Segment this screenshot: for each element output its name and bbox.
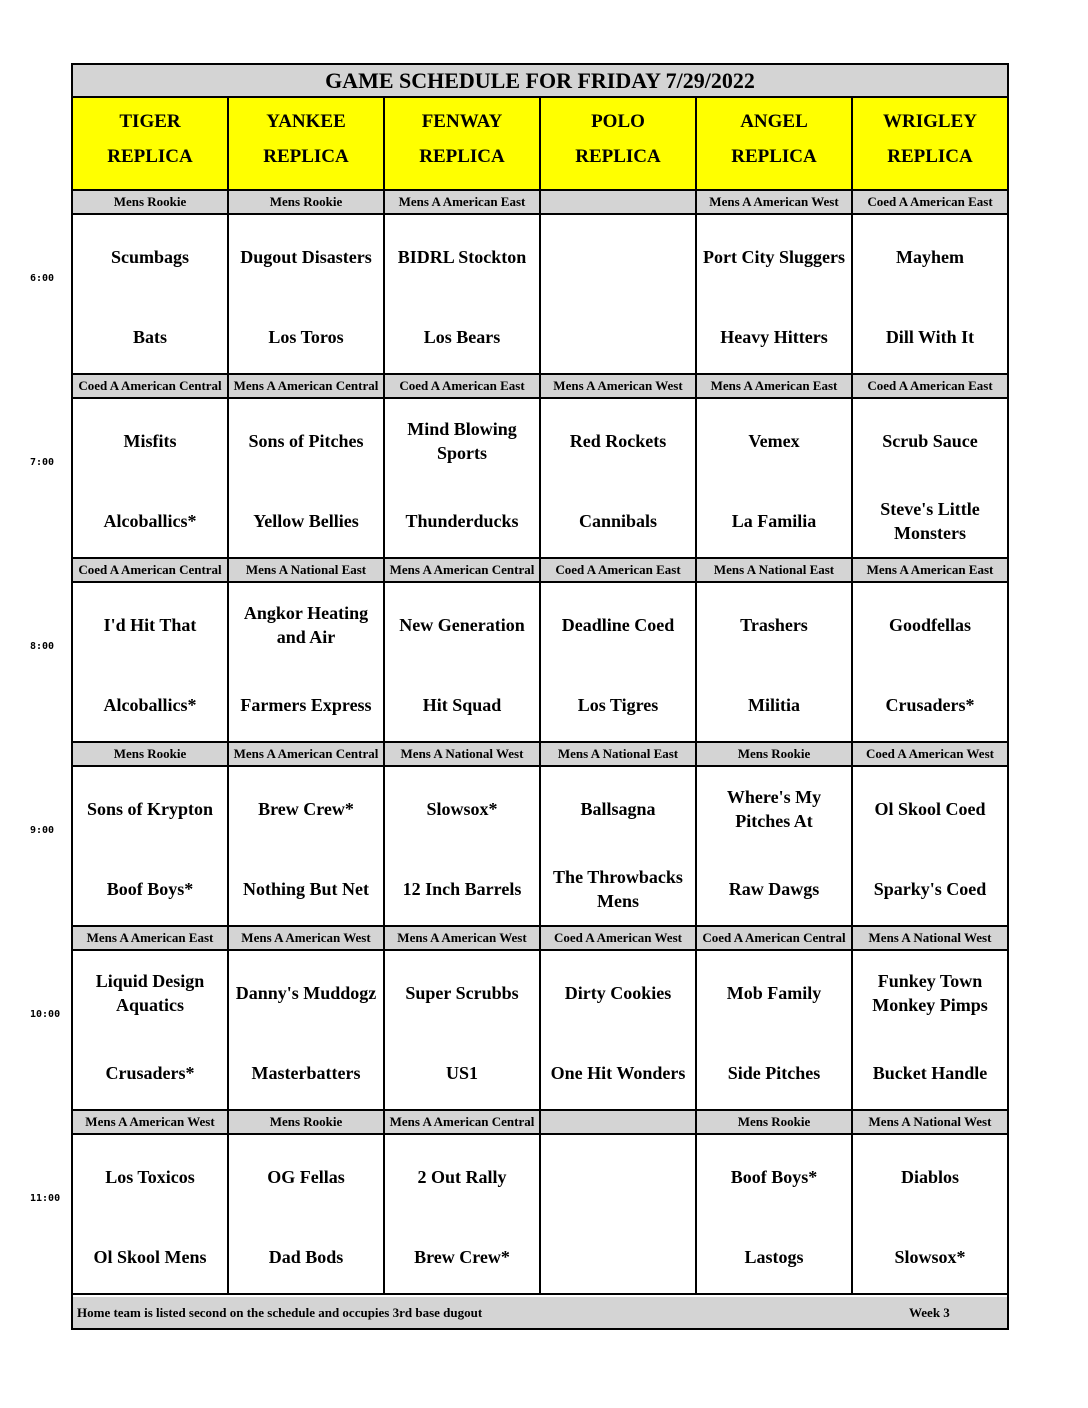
home-team: The Throwbacks Mens [553, 867, 683, 911]
away-team: Trashers [740, 615, 808, 635]
field-name: FENWAY [421, 111, 503, 132]
division-label: Mens A American West [385, 927, 541, 951]
game-cell [853, 1135, 1007, 1295]
division-label: Mens Rookie [697, 1111, 853, 1135]
field-subtitle: REPLICA [107, 146, 193, 167]
game-cell [385, 951, 541, 1111]
division-label: Mens Rookie [73, 191, 229, 215]
division-label: Mens A American East [853, 559, 1007, 583]
away-team: Dugout Disasters [240, 247, 372, 267]
home-team: Dad Bods [268, 1247, 344, 1267]
schedule-sheet [71, 63, 1009, 1330]
division-label: Mens A American Central [229, 743, 385, 767]
division-label: Mens A American East [697, 375, 853, 399]
field-name: POLO [591, 111, 645, 132]
division-label: Mens Rookie [229, 191, 385, 215]
home-team: Yellow Bellies [253, 511, 359, 531]
home-team: 12 Inch Barrels [402, 879, 522, 899]
game-cell [853, 951, 1007, 1111]
time-label: 9:00 [30, 825, 55, 836]
game-row [73, 399, 1007, 559]
home-team: Side Pitches [727, 1063, 821, 1083]
away-team: Sons of Pitches [248, 431, 364, 451]
away-team: Mind Blowing Sports [407, 419, 517, 463]
game-row [73, 583, 1007, 743]
division-label: Mens A American East [73, 927, 229, 951]
field-header-fenway [385, 98, 541, 191]
field-subtitle: REPLICA [887, 146, 973, 167]
away-team: Where's My Pitches At [726, 787, 822, 831]
division-label: Mens A American West [73, 1111, 229, 1135]
game-cell [73, 951, 229, 1111]
division-row [73, 375, 1007, 399]
game-cell [697, 583, 853, 743]
field-subtitle: REPLICA [731, 146, 817, 167]
division-label: Coed A American East [541, 559, 697, 583]
home-team: Farmers Express [240, 695, 372, 715]
field-subtitle: REPLICA [575, 146, 661, 167]
game-cell [229, 215, 385, 375]
game-cell [541, 583, 697, 743]
away-team: Angkor Heating and Air [243, 603, 369, 647]
away-team: Red Rockets [569, 431, 667, 451]
division-label: Coed A American Central [73, 559, 229, 583]
away-team: Slowsox* [426, 799, 498, 819]
away-team: Funkey Town Monkey Pimps [872, 971, 988, 1015]
away-team: New Generation [399, 615, 525, 635]
game-cell [541, 399, 697, 559]
division-label: Mens Rookie [697, 743, 853, 767]
home-team: US1 [445, 1063, 478, 1083]
division-row [73, 743, 1007, 767]
game-cell [385, 399, 541, 559]
game-cell [385, 767, 541, 927]
home-team: Los Toros [268, 327, 344, 347]
game-cell [73, 215, 229, 375]
footer-bar [73, 1297, 1007, 1328]
division-label: Mens A American West [541, 375, 697, 399]
time-label: 8:00 [30, 641, 55, 652]
division-label: Coed A American East [853, 191, 1007, 215]
home-team: Alcoballics* [103, 511, 197, 531]
home-team [543, 1227, 693, 1287]
away-team: Mayhem [896, 247, 964, 267]
away-team: Misfits [123, 431, 177, 451]
away-team [543, 1147, 693, 1207]
division-row [73, 191, 1007, 215]
home-team: Lastogs [744, 1247, 804, 1267]
time-label: 10:00 [30, 1009, 61, 1020]
division-label: Mens A American Central [385, 559, 541, 583]
division-label: Mens A National West [853, 927, 1007, 951]
game-cell [385, 1135, 541, 1295]
away-team: Super Scrubbs [405, 983, 519, 1003]
field-subtitle: REPLICA [263, 146, 349, 167]
division-label: Coed A American Central [697, 927, 853, 951]
game-cell [697, 399, 853, 559]
game-cell [853, 583, 1007, 743]
home-team: One Hit Wonders [550, 1063, 686, 1083]
home-team: Crusaders* [105, 1063, 195, 1083]
game-cell [853, 399, 1007, 559]
field-header-wrigley [853, 98, 1007, 191]
field-name: TIGER [119, 111, 181, 132]
division-label: Coed A American West [853, 743, 1007, 767]
home-team: Hit Squad [422, 695, 502, 715]
home-team: Thunderducks [405, 511, 519, 531]
home-team: Los Tigres [577, 695, 659, 715]
division-label: Mens A American East [385, 191, 541, 215]
away-team: BIDRL Stockton [397, 247, 527, 267]
away-team: Scumbags [110, 247, 190, 267]
away-team: Scrub Sauce [882, 431, 978, 451]
home-team: Militia [748, 695, 800, 715]
field-header-yankee [229, 98, 385, 191]
home-team: Bucket Handle [872, 1063, 988, 1083]
game-cell [541, 215, 697, 375]
home-team: Steve's Little Monsters [880, 499, 980, 543]
home-team: Masterbatters [251, 1063, 361, 1083]
home-team: La Familia [731, 511, 817, 531]
game-cell [853, 215, 1007, 375]
division-label: Mens Rookie [229, 1111, 385, 1135]
away-team: Ballsagna [580, 799, 656, 819]
game-cell [697, 215, 853, 375]
division-label [541, 1111, 697, 1135]
division-label: Coed A American East [385, 375, 541, 399]
home-team: Alcoballics* [103, 695, 197, 715]
away-team: Diablos [900, 1167, 960, 1187]
time-label: 6:00 [30, 273, 55, 284]
footer-note: Home team is listed second on the schedule and occupies 3rd base dugout [77, 1305, 483, 1320]
home-team: Nothing But Net [242, 879, 369, 899]
division-label: Mens A American West [229, 927, 385, 951]
game-cell [73, 583, 229, 743]
field-name: ANGEL [740, 111, 808, 132]
division-label: Coed A American Central [73, 375, 229, 399]
week-label: Week 3 [909, 1305, 950, 1320]
game-row [73, 1135, 1007, 1295]
away-team: I'd Hit That [103, 615, 197, 635]
away-team: Los Toxicos [105, 1167, 195, 1187]
away-team: Vemex [748, 431, 800, 451]
home-team: Slowsox* [894, 1247, 966, 1267]
division-row [73, 559, 1007, 583]
division-label: Mens A National West [853, 1111, 1007, 1135]
field-header-angel [697, 98, 853, 191]
division-label: Coed A American East [853, 375, 1007, 399]
game-row [73, 215, 1007, 375]
away-team: Danny's Muddogz [235, 983, 377, 1003]
home-team: Crusaders* [885, 695, 975, 715]
away-team: Liquid Design Aquatics [95, 971, 205, 1015]
home-team [543, 307, 693, 367]
time-label: 7:00 [30, 457, 55, 468]
division-label: Mens A National West [385, 743, 541, 767]
division-row [73, 927, 1007, 951]
away-team: OG Fellas [267, 1167, 345, 1187]
field-header-tiger [73, 98, 229, 191]
field-header-row [73, 98, 1007, 191]
division-label: Mens A National East [229, 559, 385, 583]
game-cell [697, 1135, 853, 1295]
game-cell [541, 951, 697, 1111]
away-team: Brew Crew* [258, 799, 354, 819]
game-cell [385, 583, 541, 743]
game-cell [541, 1135, 697, 1295]
home-team: Boof Boys* [106, 879, 194, 899]
game-cell [73, 399, 229, 559]
time-label: 11:00 [30, 1193, 61, 1204]
division-label: Mens Rookie [73, 743, 229, 767]
page-title: GAME SCHEDULE FOR FRIDAY 7/29/2022 [73, 65, 1007, 98]
division-label: Mens A American West [697, 191, 853, 215]
game-cell [229, 767, 385, 927]
game-cell [73, 1135, 229, 1295]
game-cell [73, 767, 229, 927]
game-cell [853, 767, 1007, 927]
home-team: Ol Skool Mens [93, 1247, 207, 1267]
field-header-polo [541, 98, 697, 191]
home-team: Sparky's Coed [873, 879, 987, 899]
home-team: Cannibals [578, 511, 658, 531]
away-team: Goodfellas [888, 615, 971, 635]
division-label: Mens A American Central [385, 1111, 541, 1135]
away-team: Port City Sluggers [703, 247, 845, 267]
game-cell [229, 399, 385, 559]
home-team: Raw Dawgs [728, 879, 820, 899]
away-team: Boof Boys* [730, 1167, 818, 1187]
game-cell [229, 1135, 385, 1295]
field-name: WRIGLEY [883, 111, 977, 132]
game-cell [697, 767, 853, 927]
field-name: YANKEE [266, 111, 346, 132]
away-team [543, 227, 693, 287]
division-label: Mens A National East [541, 743, 697, 767]
away-team: Mob Family [726, 983, 822, 1003]
division-label [541, 191, 697, 215]
away-team: 2 Out Rally [417, 1167, 507, 1187]
division-label: Mens A American Central [229, 375, 385, 399]
home-team: Los Bears [423, 327, 501, 347]
game-cell [541, 767, 697, 927]
game-row [73, 767, 1007, 927]
away-team: Ol Skool Coed [874, 799, 986, 819]
away-team: Deadline Coed [561, 615, 675, 635]
away-team: Sons of Krypton [86, 799, 214, 819]
game-cell [697, 951, 853, 1111]
game-row [73, 951, 1007, 1111]
away-team: Dirty Cookies [564, 983, 672, 1003]
division-label: Mens A National East [697, 559, 853, 583]
home-team: Bats [132, 327, 167, 347]
game-cell [229, 951, 385, 1111]
home-team: Heavy Hitters [720, 327, 828, 347]
home-team: Brew Crew* [414, 1247, 510, 1267]
division-label: Coed A American West [541, 927, 697, 951]
home-team: Dill With It [885, 327, 975, 347]
game-cell [385, 215, 541, 375]
division-row [73, 1111, 1007, 1135]
game-cell [229, 583, 385, 743]
field-subtitle: REPLICA [419, 146, 505, 167]
